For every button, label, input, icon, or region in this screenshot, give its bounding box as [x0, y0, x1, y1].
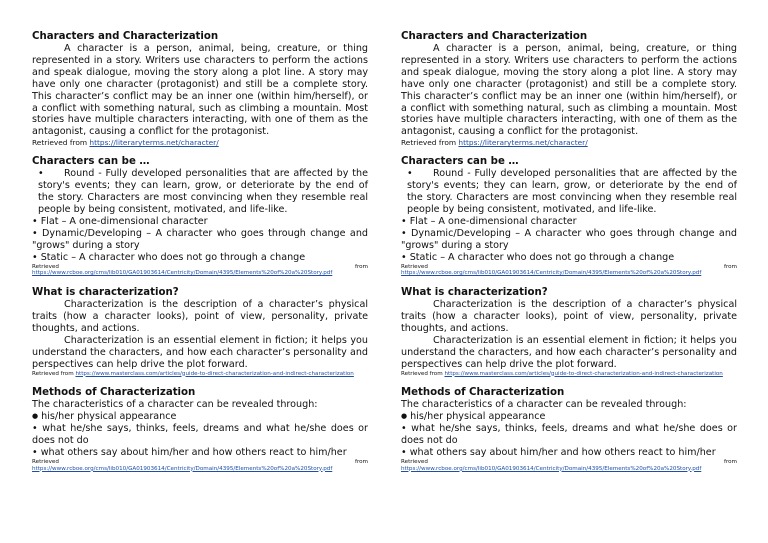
- list-item-text: his/her physical appearance: [410, 411, 546, 423]
- section-methods-of-characterization: [401, 386, 737, 472]
- reference-prefix: Retrieved from: [401, 370, 443, 377]
- list-item-appearance: [32, 411, 368, 423]
- intro-line: The characteristics of a character can be revealed through:: [401, 399, 687, 411]
- right-handout: [401, 30, 737, 472]
- reference-link[interactable]: https://www.rcboe.org/cms/lib010/GA01903614/Centricity/Domain/4395/Elements%20of%20a%20Story.pdf: [32, 270, 333, 277]
- section-characters-can-be: [401, 155, 737, 277]
- paragraph: Characterization is an essential element in fiction; it helps you understand the characters, and how each character’s personality and perspectives can help drive the plot forward.: [401, 334, 737, 370]
- reference-line: [401, 138, 737, 147]
- reference-link[interactable]: https://www.masterclass.com/articles/guide-to-direct-characterization-and-indirect-characterization: [444, 370, 723, 377]
- list-item-text: his/her physical appearance: [41, 411, 177, 423]
- section-title: Characters and Characterization: [401, 31, 588, 42]
- reference-prefix: Retrieved from: [32, 458, 368, 465]
- reference-line: [401, 459, 737, 473]
- section-characters-can-be: [32, 155, 368, 277]
- section-title: What is characterization?: [401, 287, 548, 299]
- reference-line: [32, 459, 368, 473]
- list-item-says: • what he/she says, thinks, feels, dreams and what he/she does or does not do: [32, 423, 368, 447]
- reference-prefix: Retrieved from: [32, 263, 368, 270]
- section-title: Methods of Characterization: [401, 387, 565, 399]
- section-methods-of-characterization: [32, 386, 368, 472]
- reference-prefix: Retrieved from: [401, 138, 457, 148]
- paragraph: Characterization is an essential element in fiction; it helps you understand the characters, and how each character’s personality and perspectives can help drive the plot forward.: [32, 334, 368, 370]
- section-characters-and-characterization: [401, 30, 737, 147]
- list-item-appearance: [401, 411, 737, 423]
- section-characters-and-characterization: [32, 30, 368, 147]
- list-item-says: • what he/she says, thinks, feels, dreams and what he/she does or does not do: [401, 423, 737, 447]
- reference-line: [32, 371, 368, 378]
- reference-prefix: Retrieved from: [401, 263, 737, 270]
- reference-line: [32, 138, 368, 147]
- list-item-static: • Static – A character who does not go through a change: [32, 251, 306, 263]
- section-title: Characters can be …: [32, 156, 150, 168]
- paragraph: Characterization is the description of a character’s physical traits (how a character looks), point of view, personality, private thoughts, and actions.: [401, 299, 737, 334]
- bullet-icon: •: [407, 168, 413, 180]
- section-what-is-characterization: [401, 286, 737, 377]
- list-item-round: [32, 168, 368, 216]
- reference-line: [401, 264, 737, 278]
- bullet-icon: •: [38, 168, 44, 180]
- list-item-flat: • Flat – A one-dimensional character: [401, 215, 577, 227]
- definition-paragraph: A character is a person, animal, being, creature, or thing represented in a story. Writers use characters to perform the actions and speak dialogue, moving the story along a plot line. A story may have only one character (protagonist) and still be a complete story. This character’s conflict may be an inner one (within him/herself), or a conflict with something natural, such as climbing a mountain. Most stories have multiple characters interacting, with one of them as the antagonist, causing a conflict for the protagonist.: [32, 43, 368, 138]
- reference-link[interactable]: https://www.rcboe.org/cms/lib010/GA01903614/Centricity/Domain/4395/Elements%20of%20a%20Story.pdf: [32, 465, 333, 472]
- left-handout: [32, 30, 368, 472]
- reference-prefix: Retrieved from: [401, 458, 737, 465]
- reference-link[interactable]: https://literaryterms.net/character/: [89, 138, 219, 148]
- list-item-round: [401, 168, 737, 216]
- reference-line: [401, 371, 737, 378]
- list-item-flat: • Flat – A one-dimensional character: [32, 215, 208, 227]
- section-title: Characters and Characterization: [32, 31, 219, 42]
- reference-link[interactable]: https://literaryterms.net/character/: [458, 138, 588, 148]
- list-item-others: • what others say about him/her and how others react to him/her: [401, 446, 716, 458]
- bullet-icon: ●: [401, 412, 408, 421]
- reference-link[interactable]: https://www.rcboe.org/cms/lib010/GA01903614/Centricity/Domain/4395/Elements%20of%20a%20Story.pdf: [401, 270, 702, 277]
- intro-line: The characteristics of a character can be revealed through:: [32, 399, 318, 411]
- reference-prefix: Retrieved from: [32, 370, 74, 377]
- section-title: What is characterization?: [32, 287, 179, 299]
- list-item-text: Round - Fully developed personalities that are affected by the story's events; they can learn, grow, or deteriorate by the end of the story. Characters are most convincing when they resemble real people by being consistent, motivated, and life-like.: [407, 168, 737, 215]
- section-title: Methods of Characterization: [32, 387, 196, 399]
- paragraph: Characterization is the description of a character’s physical traits (how a character looks), point of view, personality, private thoughts, and actions.: [32, 299, 368, 334]
- section-what-is-characterization: [32, 286, 368, 377]
- reference-link[interactable]: https://www.rcboe.org/cms/lib010/GA01903614/Centricity/Domain/4395/Elements%20of%20a%20Story.pdf: [401, 465, 702, 472]
- list-item-text: Round - Fully developed personalities that are affected by the story's events; they can learn, grow, or deteriorate by the end of the story. Characters are most convincing when they resemble real people by being consistent, motivated, and life-like.: [38, 168, 368, 215]
- bullet-icon: ●: [32, 412, 39, 421]
- reference-link[interactable]: https://www.masterclass.com/articles/guide-to-direct-characterization-and-indirect-characterization: [75, 370, 354, 377]
- list-item-static: • Static – A character who does not go through a change: [401, 251, 675, 263]
- definition-paragraph: A character is a person, animal, being, creature, or thing represented in a story. Writers use characters to perform the actions and speak dialogue, moving the story along a plot line. A story may have only one character (protagonist) and still be a complete story. This character’s conflict may be an inner one (within him/herself), or a conflict with something natural, such as climbing a mountain. Most stories have multiple characters interacting, with one of them as the antagonist, causing a conflict for the protagonist.: [401, 43, 737, 138]
- list-item-others: • what others say about him/her and how others react to him/her: [32, 446, 347, 458]
- reference-prefix: Retrieved from: [32, 138, 88, 148]
- section-title: Characters can be …: [401, 156, 519, 168]
- list-item-dynamic: • Dynamic/Developing – A character who goes through change and "grows" during a story: [32, 227, 368, 251]
- list-item-dynamic: • Dynamic/Developing – A character who goes through change and "grows" during a story: [401, 227, 737, 251]
- reference-line: [32, 264, 368, 278]
